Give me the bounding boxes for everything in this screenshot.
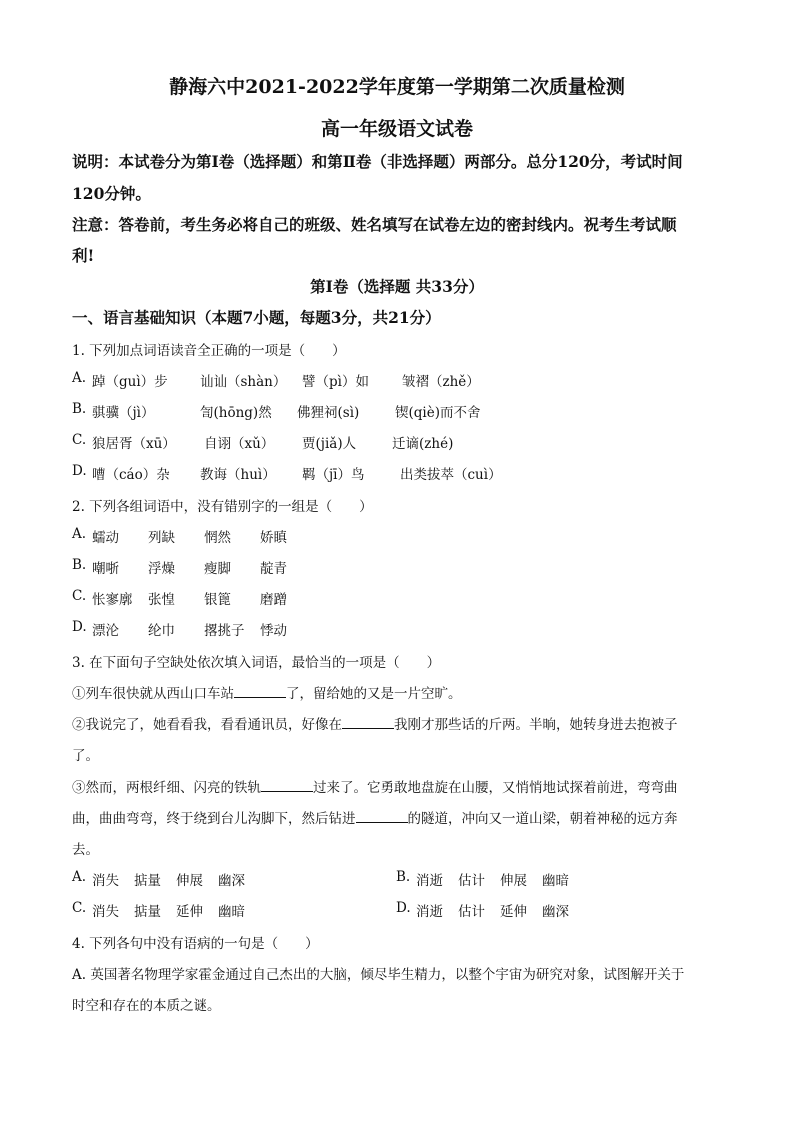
explain-line-2: 120分钟。 [72,184,151,203]
option-item: 骐骥（jì） [92,405,155,421]
option-item: 银篦 [204,592,231,608]
option-item: 佛狸祠(sì) [297,405,360,421]
option-item: 估计 [458,904,485,920]
option-item: 消逝 [416,873,443,889]
option-item: 出类拔萃（cuì） [400,467,502,483]
option-item: 怅寥廓 [92,592,133,608]
option-item: 列缺 [148,530,175,546]
explain-line-1: 说明：本试卷分为第Ⅰ卷（选择题）和第Ⅱ卷（非选择题）两部分。总分120分，考试时间 [72,152,683,171]
q2-stem: 2. 下列各组词语中，没有错别字的一组是（ ） [72,499,373,515]
notice-line-1: 注意：答卷前，考生务必将自己的班级、姓名填写在试卷左边的密封线内。祝考生考试顺 [72,215,677,234]
option-item: 掂量 [134,873,161,889]
sentence-text: ②我说完了，她看看我，看看通讯员，好像在 [72,717,342,733]
option-letter: C. [72,432,87,448]
q3-sentence-2-cont: 了。 [72,748,99,764]
q3-sentence-2 [72,713,678,733]
exam-subtitle: 高一年级语文试卷 [320,118,473,140]
option-item: 浮燥 [148,561,175,577]
option-item: 讪讪（shàn） [200,374,287,390]
option-item: 延伸 [176,904,203,920]
fill-blank [261,790,313,792]
option-item: 娇瞋 [260,530,287,546]
sentence-text: 过来了。它勇敢地盘旋在山腰，又悄悄地试探着前进，弯弯曲 [313,780,678,796]
option-item: 悸动 [260,623,287,639]
fill-blank [342,727,394,729]
option-letter: D. [72,619,87,635]
option-letter: A. [72,370,87,386]
sentence-text: ③然而，两根纤细、闪亮的铁轨 [72,780,261,796]
option-letter: B. [72,401,87,417]
option-item: 皱褶（zhě） [402,374,480,390]
option-item: 消失 [92,873,119,889]
option-item: 幽暗 [218,904,245,920]
q3-sentence-1 [72,682,462,702]
option-item: 幽深 [542,904,569,920]
option-item: 瘦脚 [204,561,231,577]
option-item: 踔（guì）步 [92,374,168,390]
option-item: 消逝 [416,904,443,920]
q3-sentence-3 [72,776,678,796]
option-item: 消失 [92,904,119,920]
option-item: 掂量 [134,904,161,920]
option-letter: C. [72,588,87,604]
option-item: 蠕动 [92,530,119,546]
q3-sentence-3-cont [72,807,678,827]
option-letter: A. [72,526,87,542]
sentence-text: 的隧道，冲向又一道山梁，朝着神秘的远方奔 [407,811,678,827]
option-item: 贾(jiǎ)人 [302,436,357,452]
volume-title: 第Ⅰ卷（选择题 共33分） [310,277,484,296]
option-letter: B. [72,557,87,573]
exam-title: 静海六中2021-2022学年度第一学期第二次质量检测 [169,76,625,98]
sentence-text: 我刚才那些话的斤两。半晌，她转身进去抱被子 [394,717,678,733]
sentence-text: 了，留给她的又是一片空旷。 [286,686,462,702]
option-item: 张惶 [148,592,175,608]
q4-option-a-line-1: A. 英国著名物理学家霍金通过自己杰出的大脑，倾尽毕生精力，以整个宇宙为研究对象，试图解开关于 [72,967,685,983]
fill-blank [356,821,408,823]
option-item: 磨蹭 [260,592,287,608]
q4-stem: 4. 下列各句中没有语病的一句是（ ） [72,936,319,952]
option-item: 羁（jī）鸟 [302,467,365,483]
option-item: 纶巾 [148,623,175,639]
option-item: 靛青 [260,561,287,577]
option-item: 延伸 [500,904,527,920]
q1-stem: 1. 下列加点词语读音全正确的一项是（ ） [72,343,346,359]
q3-stem: 3. 在下面句子空缺处依次填入词语，最恰当的一项是（ ） [72,655,441,671]
option-letter: D. [396,900,411,916]
option-item: 自诩（xǔ） [204,436,275,452]
option-item: 幽深 [218,873,245,889]
part-title: 一、语言基础知识（本题7小题，每题3分，共21分） [72,308,441,327]
q3-sentence-3-end: 去。 [72,842,99,858]
option-item: 漂沦 [92,623,119,639]
option-letter: A. [72,869,87,885]
q4-option-a-line-2: 时空和存在的本质之谜。 [72,998,221,1014]
option-item: 教诲（huì） [200,467,276,483]
option-item: 譬（pì）如 [302,374,369,390]
notice-line-2: 利! [72,246,95,265]
option-item: 惘然 [204,530,231,546]
sentence-text: 曲，曲曲弯弯，终于绕到台儿沟脚下，然后钻进 [72,811,356,827]
option-item: 伸展 [500,873,527,889]
option-letter: B. [396,869,411,885]
fill-blank [234,696,286,698]
option-item: 訇(hōng)然 [200,405,272,421]
option-letter: C. [72,900,87,916]
option-item: 伸展 [176,873,203,889]
option-item: 迁谪(zhé) [392,436,454,452]
option-item: 锲(qiè)而不舍 [395,405,481,421]
option-item: 撂挑子 [204,623,245,639]
option-item: 嘲哳 [92,561,119,577]
option-letter: D. [72,463,87,479]
option-item: 嘈（cáo）杂 [92,467,170,483]
option-item: 幽暗 [542,873,569,889]
option-item: 狼居胥（xū） [92,436,176,452]
sentence-text: ①列车很快就从西山口车站 [72,686,234,702]
option-item: 估计 [458,873,485,889]
